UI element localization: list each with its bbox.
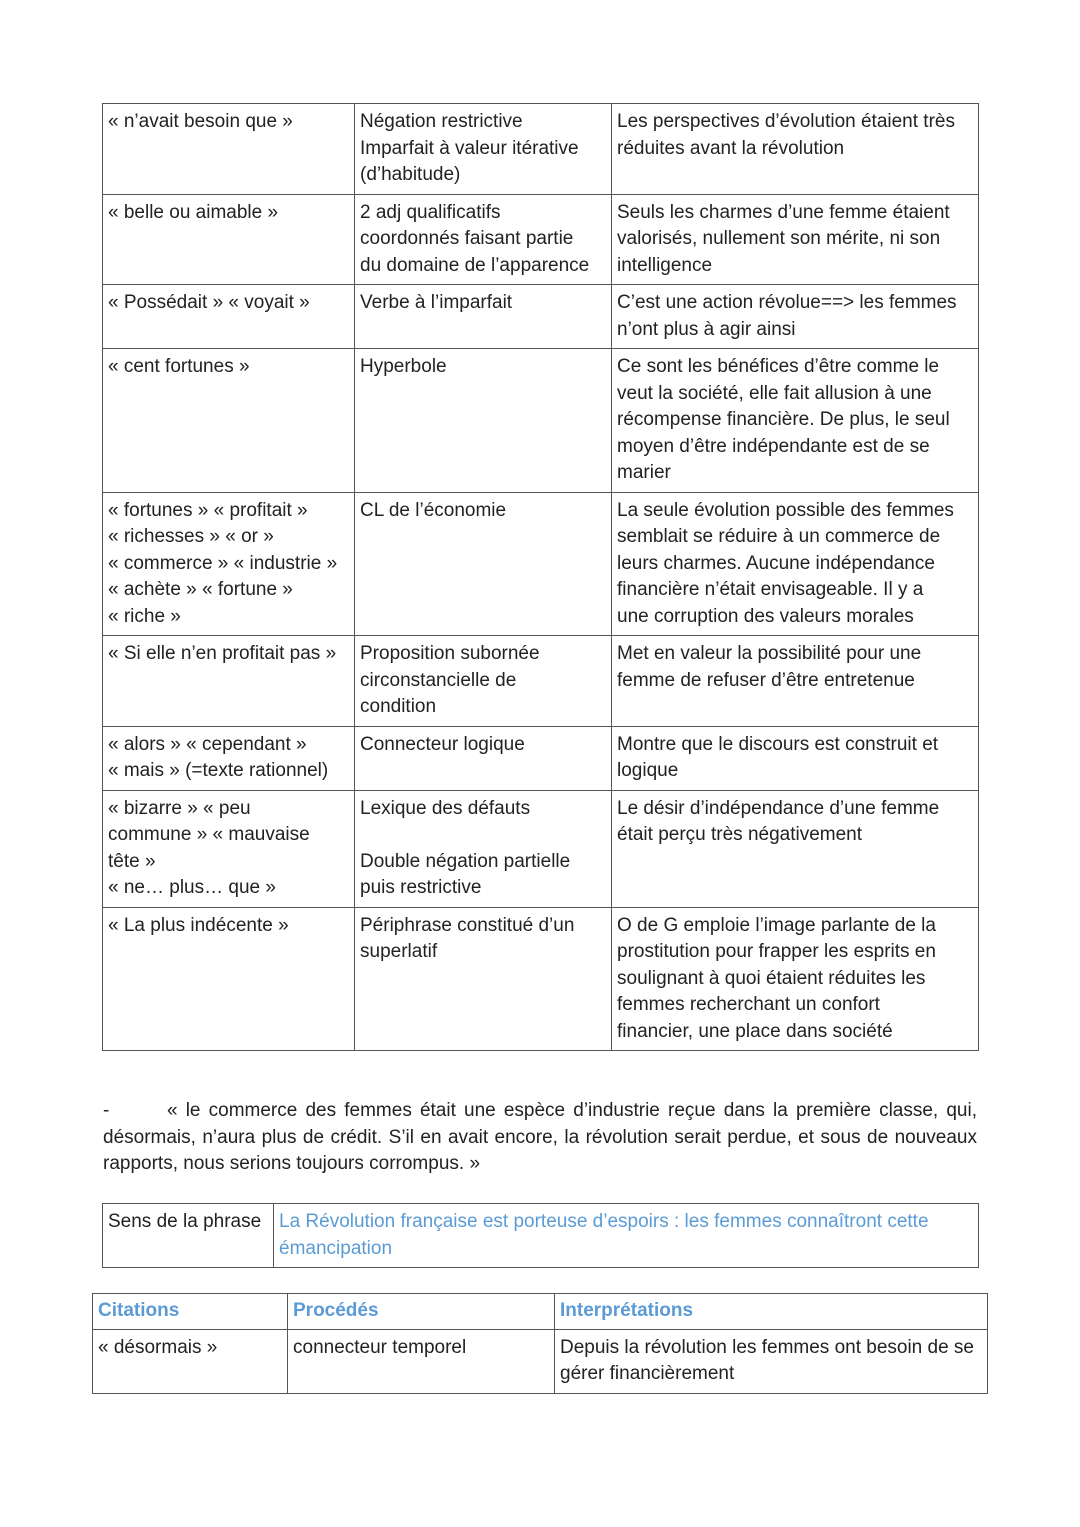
cell-line: semblait se réduire à un commerce de	[617, 526, 941, 547]
cell-line: intelligence	[617, 254, 713, 276]
cell-line: « achète » « fortune »	[108, 579, 293, 600]
citation-cell	[103, 492, 355, 636]
procede-cell	[355, 194, 612, 285]
cell-line: C’est une action révolue==> les femmes	[617, 292, 957, 313]
interpretation-table	[92, 1293, 988, 1394]
cell-line: (d’habitude)	[360, 164, 461, 185]
cell-line: femmes recherchant un confort	[617, 994, 880, 1015]
cell-line: soulignant à quoi étaient réduites les	[617, 967, 926, 989]
interpretation-cell	[612, 349, 979, 493]
cell-line: « bizarre » « peu	[108, 797, 251, 819]
procede-cell	[355, 285, 612, 349]
cell-line: « commerce » « industrie »	[108, 552, 338, 574]
cell-line: « Possédait » « voyait »	[108, 292, 310, 313]
cell-line: « richesses » « or »	[108, 526, 274, 547]
table-row	[103, 492, 979, 636]
cell-line: CL de l’économie	[360, 499, 507, 521]
interpretation-cell	[612, 726, 979, 790]
procede-cell	[355, 349, 612, 493]
interpretation-cell	[612, 285, 979, 349]
cell-line: coordonnés faisant partie	[360, 228, 574, 249]
row-interpretation: Depuis la révolution les femmes ont besoin de se gérer financièrement	[555, 1329, 988, 1393]
analysis-table	[102, 103, 979, 1051]
cell-line: Seuls les charmes d’une femme étaient	[617, 201, 950, 223]
procede-cell	[355, 907, 612, 1051]
quote-text: « le commerce des femmes était une espèce d’industrie reçue dans la première classe, qui, désormais, n’aura plus de crédit. S’il en avait encore, la révolution serait perdue, et sous de nouveaux rapports, nous serions toujours corrompus. »	[103, 1100, 977, 1174]
table-row	[103, 349, 979, 493]
cell-line: « fortunes » « profitait »	[108, 499, 308, 521]
cell-line: La seule évolution possible des femmes	[617, 499, 954, 521]
cell-line: financière n’était envisageable. Il y a	[617, 579, 924, 600]
procede-cell	[355, 790, 612, 907]
cell-line: « Si elle n’en profitait pas »	[108, 643, 337, 664]
cell-line: puis restrictive	[360, 877, 482, 898]
cell-line: moyen d’être indépendante est de se	[617, 435, 930, 457]
analysis-table-body	[103, 104, 979, 1051]
citation-cell	[103, 790, 355, 907]
procede-cell	[355, 726, 612, 790]
cell-line: « La plus indécente »	[108, 914, 289, 936]
interpretation-cell	[612, 104, 979, 195]
cell-line: Met en valeur la possibilité pour une	[617, 643, 922, 664]
quote-dash: -	[103, 1100, 110, 1121]
cell-line: Proposition subornée	[360, 643, 540, 664]
cell-line: Négation restrictive	[360, 111, 523, 132]
table-row	[103, 636, 979, 727]
cell-line: du domaine de l’apparence	[360, 254, 590, 276]
row-citation: « désormais »	[93, 1329, 288, 1393]
table-row	[103, 726, 979, 790]
header-interpretations: Interprétations	[555, 1294, 988, 1330]
row-procede: connecteur temporel	[288, 1329, 555, 1393]
quote-paragraph	[103, 1098, 977, 1178]
interpretation-cell	[612, 790, 979, 907]
procede-cell	[355, 636, 612, 727]
cell-line: O de G emploie l’image parlante de la	[617, 914, 936, 936]
cell-line: « alors » « cependant »	[108, 733, 307, 755]
cell-line: une corruption des valeurs morales	[617, 605, 914, 627]
cell-line: tête »	[108, 850, 156, 872]
cell-line: Verbe à l’imparfait	[360, 292, 513, 313]
cell-line: « belle ou aimable »	[108, 201, 279, 223]
cell-line: Le désir d’indépendance d’une femme	[617, 797, 940, 819]
cell-line: Imparfait à valeur itérative	[360, 137, 579, 159]
sens-label: Sens de la phrase	[103, 1204, 274, 1268]
citation-cell	[103, 194, 355, 285]
cell-line: superlatif	[360, 941, 438, 962]
procede-cell	[355, 104, 612, 195]
citation-cell	[103, 907, 355, 1051]
cell-line: condition	[360, 696, 437, 717]
citation-cell	[103, 349, 355, 493]
cell-line	[360, 822, 605, 849]
cell-line: Hyperbole	[360, 356, 447, 377]
sens-table	[102, 1203, 979, 1268]
cell-line: femme de refuser d’être entretenue	[617, 669, 915, 691]
procede-cell	[355, 492, 612, 636]
cell-line: « mais » (=texte rationnel)	[108, 760, 329, 781]
citation-cell	[103, 636, 355, 727]
cell-line: Périphrase constitué d’un	[360, 914, 575, 936]
cell-line: 2 adj qualificatifs	[360, 201, 501, 223]
citation-cell	[103, 285, 355, 349]
cell-line: Lexique des défauts	[360, 797, 531, 819]
cell-line: leurs charmes. Aucune indépendance	[617, 552, 935, 574]
cell-line: réduites avant la révolution	[617, 137, 845, 159]
sens-value: La Révolution française est porteuse d’espoirs : les femmes connaîtront cette émancipation	[274, 1204, 979, 1268]
header-citations: Citations	[93, 1294, 288, 1330]
cell-line: Ce sont les bénéfices d’être comme le	[617, 356, 940, 377]
cell-line: marier	[617, 462, 671, 483]
cell-line: Montre que le discours est construit et	[617, 733, 939, 755]
sens-row	[103, 1204, 979, 1268]
cell-line: récompense financière. De plus, le seul	[617, 409, 950, 430]
cell-line: Connecteur logique	[360, 733, 525, 755]
cell-line: était perçu très négativement	[617, 824, 863, 845]
cell-line: commune » « mauvaise	[108, 824, 310, 845]
cell-line: Double négation partielle	[360, 850, 571, 872]
interpretation-cell	[612, 636, 979, 727]
interpretation-cell	[612, 907, 979, 1051]
table-row	[103, 285, 979, 349]
table-row	[103, 104, 979, 195]
citation-cell	[103, 104, 355, 195]
cell-line: valorisés, nullement son mérite, ni son	[617, 228, 941, 249]
cell-line: logique	[617, 760, 679, 781]
interpretation-cell	[612, 194, 979, 285]
citation-cell	[103, 726, 355, 790]
cell-line: veut la société, elle fait allusion à une	[617, 382, 932, 404]
cell-line: « cent fortunes »	[108, 356, 250, 377]
cell-line: « ne… plus… que »	[108, 877, 276, 898]
cell-line: circonstancielle de	[360, 669, 517, 691]
cell-line: prostitution pour frapper les esprits en	[617, 941, 936, 962]
interpretation-cell	[612, 492, 979, 636]
interpretation-table-row	[93, 1329, 988, 1393]
cell-line: « n’avait besoin que »	[108, 111, 293, 132]
cell-line: « riche »	[108, 605, 181, 627]
table-row	[103, 790, 979, 907]
cell-line: n’ont plus à agir ainsi	[617, 318, 796, 340]
interpretation-table-header	[93, 1294, 988, 1330]
header-procedes: Procédés	[288, 1294, 555, 1330]
cell-line: financier, une place dans société	[617, 1020, 893, 1042]
table-row	[103, 907, 979, 1051]
table-row	[103, 194, 979, 285]
cell-line: Les perspectives d’évolution étaient très	[617, 111, 955, 132]
